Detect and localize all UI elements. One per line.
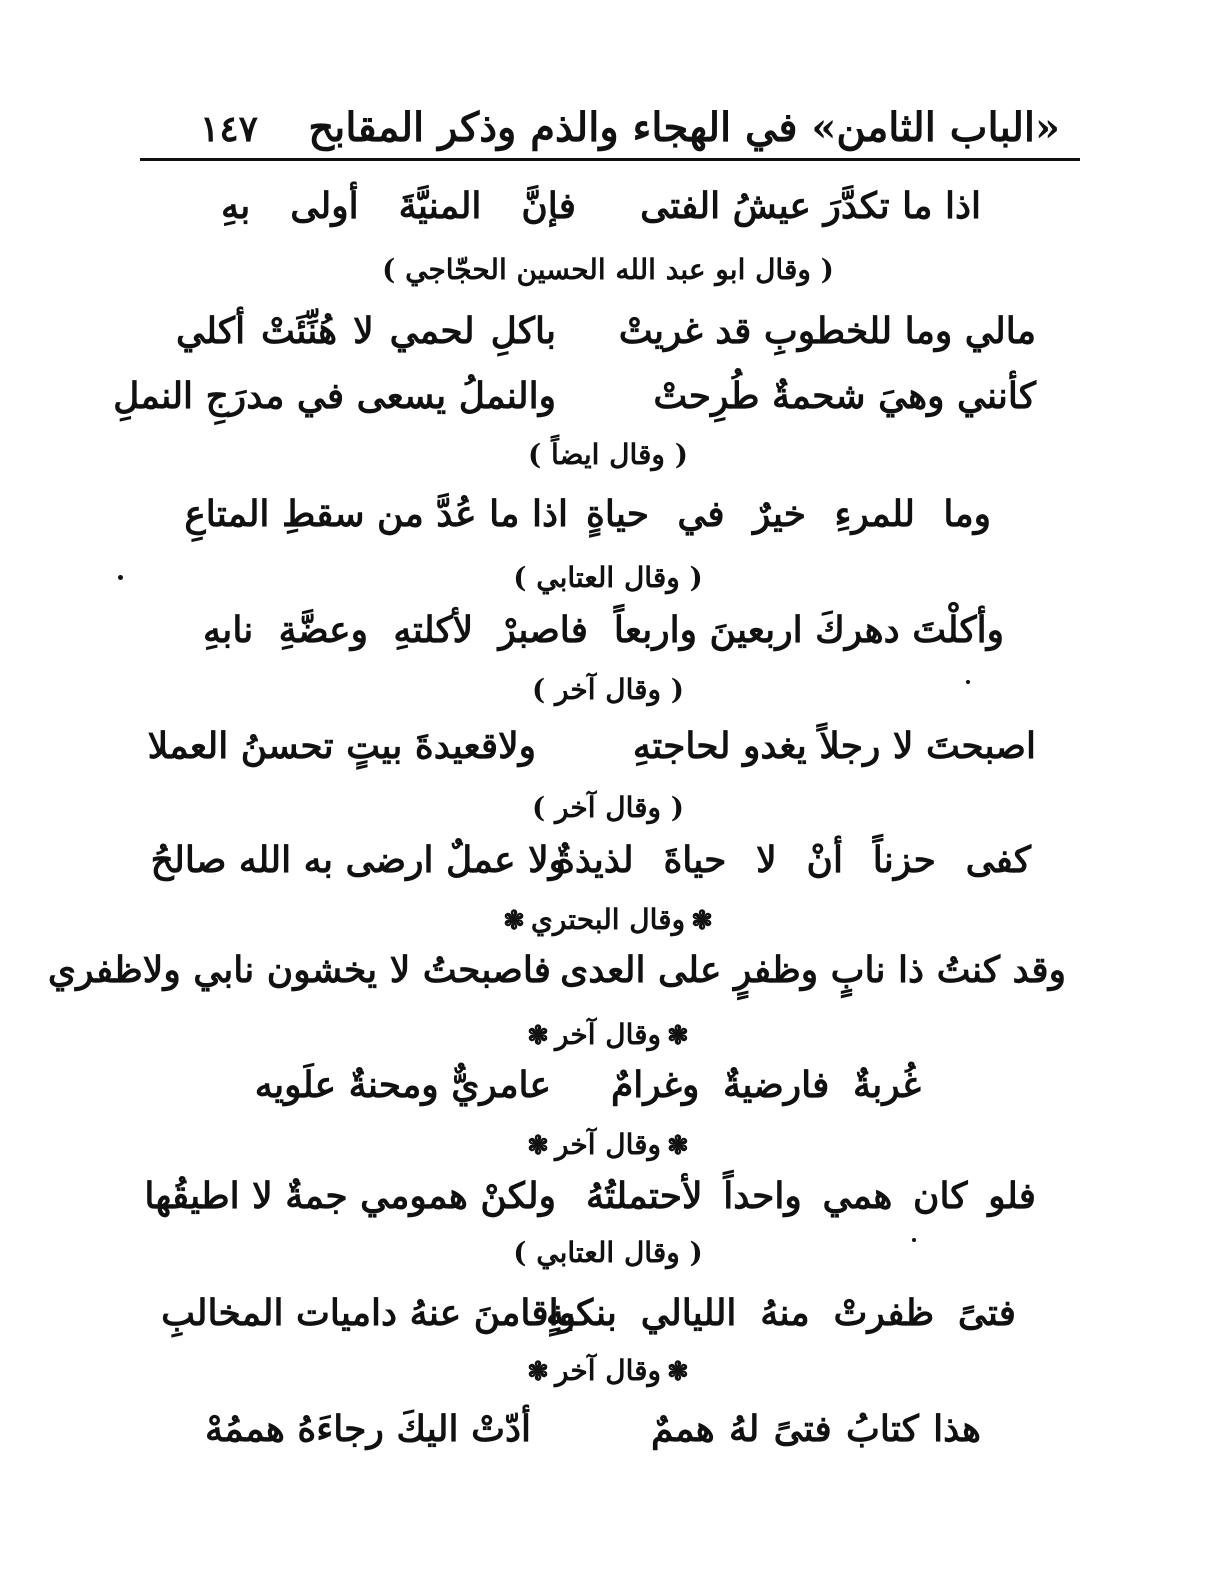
verse-second-hemistich: أدّتْ اليكَ رجاءَهُ هممُهْ [204, 1408, 531, 1450]
verse-line [0, 609, 1216, 664]
ornament-icon: ❃ [667, 1357, 689, 1387]
verse-line [0, 310, 1216, 365]
chapter-title: «الباب الثامن» في الهجاء والذم وذكر المقابح [308, 104, 1060, 151]
ornament-icon: ❃ [527, 1021, 549, 1051]
attribution-text: ( وقال ايضاً ) [528, 438, 688, 471]
verse-second-hemistich: والنملُ يسعى في مدرَجِ النملِ [113, 375, 556, 417]
attribution-text: ( وقال ابو عبد الله الحسين الحجّاجي ) [382, 253, 834, 286]
verse-second-hemistich: فاصبحتُ لا يخشون نابي ولاظفري [47, 949, 551, 991]
poet-attribution [0, 1354, 1216, 1387]
ornament-icon: ❃ [667, 1021, 689, 1051]
verse-first-hemistich: مالي وما للخطوبِ قد غريتْ [618, 310, 1036, 352]
verse-second-hemistich: عامريٌّ ومحنةٌ علَويه [254, 1064, 551, 1106]
verse-first-hemistich: فتىً ظفرتْ منهُ الليالي بنكبةٍ [546, 1292, 1016, 1334]
attribution-text: وقال آخر [554, 1018, 662, 1051]
verse-first-hemistich: كأنني وهيَ شحمةٌ طُرِحتْ [653, 375, 1036, 417]
verse-first-hemistich: اصبحتَ لا رجلاً يغدو لحاجتهِ [632, 725, 1036, 767]
ornament-icon: ❃ [667, 1131, 689, 1161]
verse-second-hemistich: فاصبرْ لأكلتهِ وعضَّةِ نابهِ [203, 609, 588, 651]
poet-attribution [0, 791, 1216, 824]
poet-attribution [0, 903, 1216, 936]
verse-line [0, 493, 1216, 548]
poet-attribution [0, 253, 1216, 286]
verse-second-hemistich: ولكنْ همومي جمةٌ لا اطيقُها [144, 1175, 556, 1217]
verse-first-hemistich: غُربةٌ فارضيةٌ وغرامٌ [611, 1064, 921, 1106]
verse-line [0, 1292, 1216, 1347]
ornament-icon: ❃ [503, 906, 525, 936]
verse-first-hemistich: كفى حزناً أنْ لا حياةَ لذيذةٌ [556, 839, 1031, 881]
page-number: ١٤٧ [200, 108, 259, 150]
verse-first-hemistich: فلو كان همي واحداً لأحتملتُهُ [586, 1175, 1036, 1217]
ink-speck [912, 1238, 916, 1242]
verse-line [0, 839, 1216, 894]
attribution-text: ( وقال العتابي ) [513, 1236, 703, 1269]
poet-attribution [0, 1128, 1216, 1161]
attribution-text: ( وقال آخر ) [531, 791, 685, 824]
ornament-icon: ❃ [691, 906, 713, 936]
verse-line [0, 949, 1216, 1004]
verse-second-hemistich: ولا عملٌ ارضى به الله صالحُ [150, 839, 566, 881]
ornament-icon: ❃ [527, 1131, 549, 1161]
verse-second-hemistich: ولاقعيدةَ بيتٍ تحسنُ العملا [147, 725, 536, 767]
verse-second-hemistich: باكلِ لحمي لا هُنِّئَتْ أكلي [176, 310, 556, 352]
verse-first-hemistich: اذا ما تكدَّرَ عيشُ الفتى [640, 185, 981, 227]
verse-line [0, 1064, 1216, 1119]
verse-first-hemistich: وقد كنتُ ذا نابٍ وظفرٍ على العدى [560, 949, 1066, 991]
attribution-text: وقال آخر [554, 1128, 662, 1161]
poet-attribution [0, 1018, 1216, 1051]
verse-line [0, 185, 1216, 240]
verse-line [0, 375, 1216, 430]
verse-first-hemistich: هذا كتابُ فتىً لهُ هممٌ [651, 1408, 981, 1450]
ink-speck [118, 575, 123, 580]
ornament-icon: ❃ [527, 1357, 549, 1387]
verse-second-hemistich: واقامنَ عنهُ داميات المخالبِ [161, 1292, 576, 1334]
verse-line [0, 1175, 1216, 1230]
verse-line [0, 1408, 1216, 1463]
attribution-text: ( وقال العتابي ) [513, 561, 703, 594]
poet-attribution [0, 673, 1216, 706]
ink-speck [966, 680, 970, 684]
attribution-text: وقال البحتري [530, 903, 686, 936]
attribution-text: ( وقال آخر ) [531, 673, 685, 706]
attribution-text: وقال آخر [554, 1354, 662, 1387]
poet-attribution [0, 438, 1216, 471]
verse-second-hemistich: فإنَّ المنيَّةَ أولى بهِ [221, 185, 576, 227]
poet-attribution [0, 561, 1216, 594]
verse-second-hemistich: اذا ما عُدَّ من سقطِ المتاعِ [184, 493, 568, 535]
poet-attribution [0, 1236, 1216, 1269]
verse-first-hemistich: وما للمرءِ خيرٌ في حياةٍ [586, 493, 991, 535]
verse-line [0, 725, 1216, 780]
verse-first-hemistich: وأكلْتَ دهركَ اربعينَ واربعاً [613, 609, 1004, 651]
